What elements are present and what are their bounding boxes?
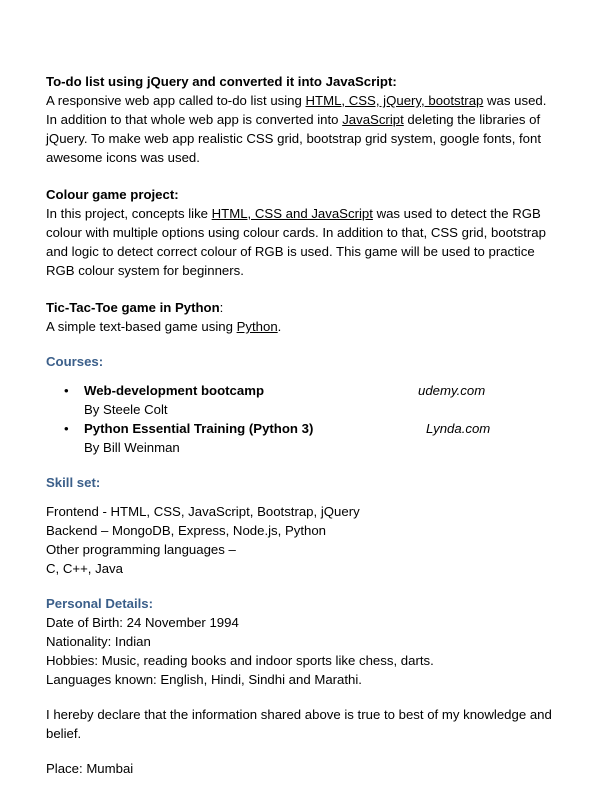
project-line (46, 204, 562, 223)
project-title: Colour game project: (46, 187, 179, 202)
project-line: RGB colour system for beginners. (46, 263, 244, 278)
bullet: • (64, 421, 69, 436)
project-todo (46, 72, 562, 167)
course-author: By Steele Colt (84, 402, 168, 417)
section-heading: Skill set: (46, 475, 101, 490)
skill-line: Backend – MongoDB, Express, Node.js, Python (46, 523, 327, 538)
project-title: To-do list using jQuery and converted it into JavaScript: (46, 74, 397, 89)
place-section (46, 759, 562, 778)
personal-line: Date of Birth: 24 November 1994 (46, 615, 239, 630)
course-name: Python Essential Training (Python 3) (84, 421, 314, 436)
text: A simple text-based game using (46, 319, 237, 334)
text: deleting the libraries of (403, 112, 541, 127)
project-tic-tac-toe (46, 298, 562, 336)
title-suffix: : (219, 300, 224, 315)
skill-line: C, C++, Java (46, 561, 123, 576)
text: . (277, 319, 282, 334)
personal-line: Hobbies: Music, reading books and indoor sports like chess, darts. (46, 653, 434, 668)
personal-line: Languages known: English, Hindi, Sindhi and Marathi. (46, 672, 362, 687)
declaration-line: belief. (46, 726, 82, 741)
link-javascript[interactable]: JavaScript (342, 112, 404, 127)
link-python[interactable]: Python (236, 319, 278, 334)
section-heading: Courses: (46, 354, 104, 369)
courses-section (46, 352, 562, 457)
declaration-line: I hereby declare that the information shared above is true to best of my knowledge and (46, 707, 552, 722)
project-line (46, 317, 562, 336)
place-line: Place: Mumbai (46, 761, 134, 776)
skills-section (46, 473, 562, 578)
title-text: Tic-Tac-Toe game in Python (46, 300, 220, 315)
skill-line: Other programming languages – (46, 542, 236, 557)
course-site: Lynda.com (426, 421, 491, 436)
section-heading: Personal Details: (46, 596, 154, 611)
text: In this project, concepts like (46, 206, 212, 221)
course-item (46, 381, 562, 419)
project-colour-game (46, 185, 562, 280)
text: In addition to that whole web app is converted into (46, 112, 343, 127)
personal-line: Nationality: Indian (46, 634, 151, 649)
personal-section (46, 594, 562, 689)
skill-line: Frontend - HTML, CSS, JavaScript, Bootstrap, jQuery (46, 504, 360, 519)
project-title (46, 298, 562, 317)
project-line: awesome icons was used. (46, 150, 200, 165)
link-html-css-jquery-bootstrap[interactable]: HTML, CSS, jQuery, bootstrap (305, 93, 484, 108)
project-line: colour with multiple options using colour cards. In addition to that, CSS grid, bootstrap (46, 225, 546, 240)
course-item (46, 419, 562, 457)
course-site: udemy.com (418, 383, 486, 398)
project-line: and logic to detect correct colour of RGB is used. This game will be used to practice (46, 244, 535, 259)
link-html-css-javascript[interactable]: HTML, CSS and JavaScript (211, 206, 373, 221)
project-line: jQuery. To make web app realistic CSS grid, bootstrap grid system, google fonts, font (46, 131, 542, 146)
text: was used to detect the RGB (372, 206, 541, 221)
course-name: Web-development bootcamp (84, 383, 265, 398)
project-line (46, 110, 562, 129)
text: was used. (483, 93, 547, 108)
course-author: By Bill Weinman (84, 440, 180, 455)
declaration-section (46, 705, 562, 743)
text: A responsive web app called to-do list using (46, 93, 306, 108)
project-line (46, 91, 562, 110)
bullet: • (64, 383, 69, 398)
